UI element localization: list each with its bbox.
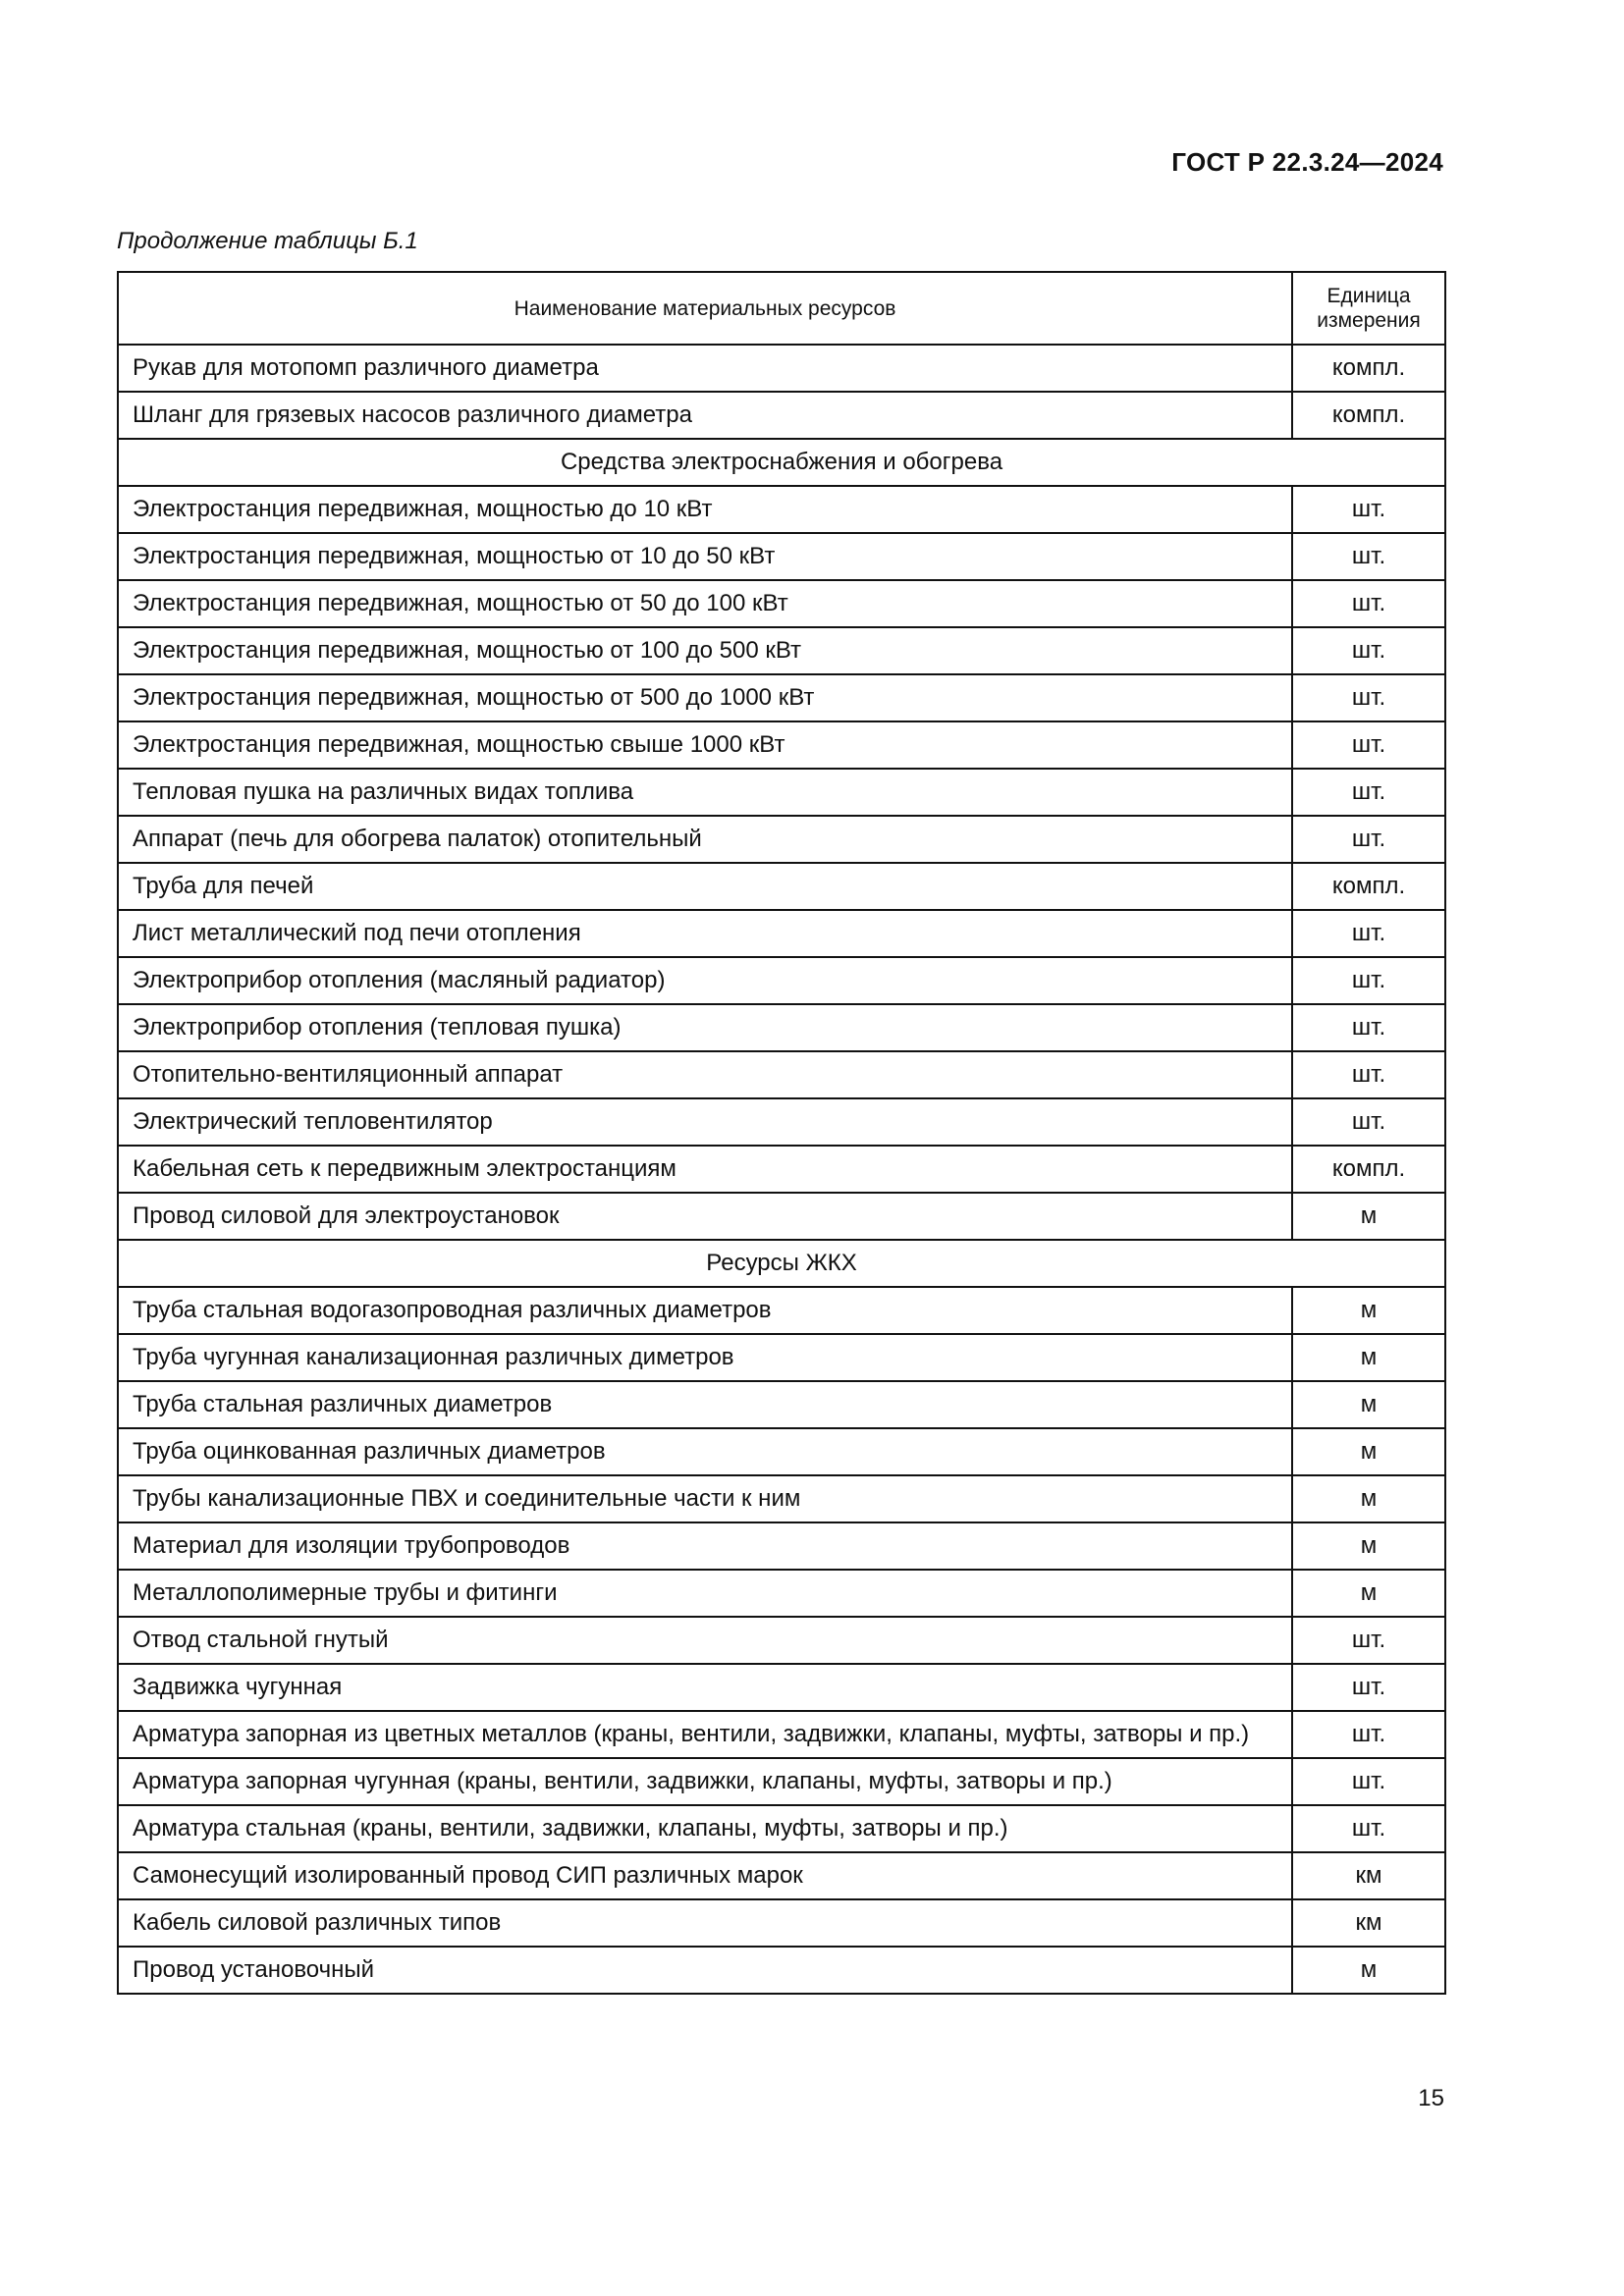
- unit-cell: м: [1292, 1334, 1445, 1381]
- resource-name-cell: Металлополимерные трубы и фитинги: [118, 1570, 1292, 1617]
- table-header-row: [118, 272, 1445, 345]
- unit-cell: шт.: [1292, 1711, 1445, 1758]
- table-row: [118, 1805, 1445, 1852]
- unit-cell: шт.: [1292, 1805, 1445, 1852]
- section-title: Средства электроснабжения и обогрева: [118, 439, 1445, 486]
- resource-name-cell: Шланг для грязевых насосов различного диаметра: [118, 392, 1292, 439]
- resource-name-cell: Материал для изоляции трубопроводов: [118, 1522, 1292, 1570]
- unit-cell: км: [1292, 1899, 1445, 1947]
- table-row: [118, 863, 1445, 910]
- unit-cell: км: [1292, 1852, 1445, 1899]
- resource-name-cell: Труба стальная водогазопроводная различных диаметров: [118, 1287, 1292, 1334]
- resource-name-cell: Труба для печей: [118, 863, 1292, 910]
- resource-name-cell: Арматура запорная чугунная (краны, вентили, задвижки, клапаны, муфты, затворы и пр.): [118, 1758, 1292, 1805]
- unit-cell: шт.: [1292, 580, 1445, 627]
- unit-cell: м: [1292, 1193, 1445, 1240]
- table-row: [118, 1428, 1445, 1475]
- resource-name-cell: Арматура запорная из цветных металлов (краны, вентили, задвижки, клапаны, муфты, затворы и пр.): [118, 1711, 1292, 1758]
- resource-name-cell: Трубы канализационные ПВХ и соединительные части к ним: [118, 1475, 1292, 1522]
- unit-cell: шт.: [1292, 1004, 1445, 1051]
- unit-cell: шт.: [1292, 1098, 1445, 1146]
- resource-name-cell: Труба оцинкованная различных диаметров: [118, 1428, 1292, 1475]
- table-row: [118, 1711, 1445, 1758]
- unit-cell: шт.: [1292, 816, 1445, 863]
- resource-name-cell: Труба чугунная канализационная различных диметров: [118, 1334, 1292, 1381]
- unit-cell: м: [1292, 1947, 1445, 1994]
- table-row: [118, 1947, 1445, 1994]
- unit-cell: м: [1292, 1522, 1445, 1570]
- table-row: [118, 1193, 1445, 1240]
- unit-cell: шт.: [1292, 627, 1445, 674]
- resource-name-cell: Электрический тепловентилятор: [118, 1098, 1292, 1146]
- table-row: [118, 769, 1445, 816]
- unit-cell: шт.: [1292, 957, 1445, 1004]
- unit-cell: компл.: [1292, 345, 1445, 392]
- header-unit-column: [1292, 272, 1445, 345]
- table-row: [118, 1522, 1445, 1570]
- resource-name-cell: Электростанция передвижная, мощностью от 100 до 500 кВт: [118, 627, 1292, 674]
- unit-cell: шт.: [1292, 769, 1445, 816]
- header-unit-line2: измерения: [1317, 309, 1421, 332]
- table-row: [118, 1570, 1445, 1617]
- resource-name-cell: Кабельная сеть к передвижным электростанциям: [118, 1146, 1292, 1193]
- resource-name-cell: Труба стальная различных диаметров: [118, 1381, 1292, 1428]
- resource-name-cell: Электростанция передвижная, мощностью от 10 до 50 кВт: [118, 533, 1292, 580]
- resource-name-cell: Кабель силовой различных типов: [118, 1899, 1292, 1947]
- table-row: [118, 627, 1445, 674]
- table-row: [118, 1852, 1445, 1899]
- unit-cell: компл.: [1292, 863, 1445, 910]
- unit-cell: шт.: [1292, 1664, 1445, 1711]
- unit-cell: шт.: [1292, 1758, 1445, 1805]
- resources-table: [117, 271, 1446, 1995]
- resource-name-cell: Отвод стальной гнутый: [118, 1617, 1292, 1664]
- resource-name-cell: Провод установочный: [118, 1947, 1292, 1994]
- resource-name-cell: Самонесущий изолированный провод СИП различных марок: [118, 1852, 1292, 1899]
- table-row: [118, 533, 1445, 580]
- resource-name-cell: Электростанция передвижная, мощностью до 10 кВт: [118, 486, 1292, 533]
- unit-cell: м: [1292, 1381, 1445, 1428]
- table-row: [118, 345, 1445, 392]
- resource-name-cell: Аппарат (печь для обогрева палаток) отопительный: [118, 816, 1292, 863]
- unit-cell: шт.: [1292, 1617, 1445, 1664]
- table-caption: Продолжение таблицы Б.1: [117, 228, 418, 254]
- unit-cell: компл.: [1292, 1146, 1445, 1193]
- resource-name-cell: Отопительно-вентиляционный аппарат: [118, 1051, 1292, 1098]
- table-row: [118, 1146, 1445, 1193]
- resource-name-cell: Электроприбор отопления (масляный радиатор): [118, 957, 1292, 1004]
- table-row: [118, 486, 1445, 533]
- table-row: [118, 1664, 1445, 1711]
- standard-header: ГОСТ Р 22.3.24—2024: [1171, 147, 1443, 177]
- unit-cell: шт.: [1292, 721, 1445, 769]
- unit-cell: м: [1292, 1287, 1445, 1334]
- header-name-column: Наименование материальных ресурсов: [118, 272, 1292, 345]
- table-row: [118, 1098, 1445, 1146]
- table-row: [118, 1287, 1445, 1334]
- section-row: [118, 1240, 1445, 1287]
- table-row: [118, 580, 1445, 627]
- table-row: [118, 392, 1445, 439]
- resource-name-cell: Арматура стальная (краны, вентили, задвижки, клапаны, муфты, затворы и пр.): [118, 1805, 1292, 1852]
- unit-cell: шт.: [1292, 486, 1445, 533]
- table-row: [118, 674, 1445, 721]
- unit-cell: м: [1292, 1570, 1445, 1617]
- table-row: [118, 1334, 1445, 1381]
- table-row: [118, 721, 1445, 769]
- table-row: [118, 1051, 1445, 1098]
- table-row: [118, 910, 1445, 957]
- unit-cell: м: [1292, 1475, 1445, 1522]
- section-row: [118, 439, 1445, 486]
- header-unit-line1: Единица: [1326, 285, 1411, 307]
- table-row: [118, 816, 1445, 863]
- table-row: [118, 1381, 1445, 1428]
- table-body: [118, 345, 1445, 1994]
- table-row: [118, 1617, 1445, 1664]
- resource-name-cell: Рукав для мотопомп различного диаметра: [118, 345, 1292, 392]
- resource-name-cell: Провод силовой для электроустановок: [118, 1193, 1292, 1240]
- table-row: [118, 1004, 1445, 1051]
- unit-cell: шт.: [1292, 674, 1445, 721]
- table-row: [118, 1475, 1445, 1522]
- table-row: [118, 1758, 1445, 1805]
- unit-cell: м: [1292, 1428, 1445, 1475]
- table-row: [118, 957, 1445, 1004]
- resource-name-cell: Электростанция передвижная, мощностью свыше 1000 кВт: [118, 721, 1292, 769]
- page-number: 15: [1418, 2085, 1444, 2111]
- unit-cell: шт.: [1292, 910, 1445, 957]
- resource-name-cell: Лист металлический под печи отопления: [118, 910, 1292, 957]
- table-row: [118, 1899, 1445, 1947]
- unit-cell: шт.: [1292, 1051, 1445, 1098]
- resource-name-cell: Электростанция передвижная, мощностью от 50 до 100 кВт: [118, 580, 1292, 627]
- unit-cell: компл.: [1292, 392, 1445, 439]
- section-title: Ресурсы ЖКХ: [118, 1240, 1445, 1287]
- resource-name-cell: Тепловая пушка на различных видах топлива: [118, 769, 1292, 816]
- resource-name-cell: Электроприбор отопления (тепловая пушка): [118, 1004, 1292, 1051]
- resource-name-cell: Задвижка чугунная: [118, 1664, 1292, 1711]
- resource-name-cell: Электростанция передвижная, мощностью от 500 до 1000 кВт: [118, 674, 1292, 721]
- unit-cell: шт.: [1292, 533, 1445, 580]
